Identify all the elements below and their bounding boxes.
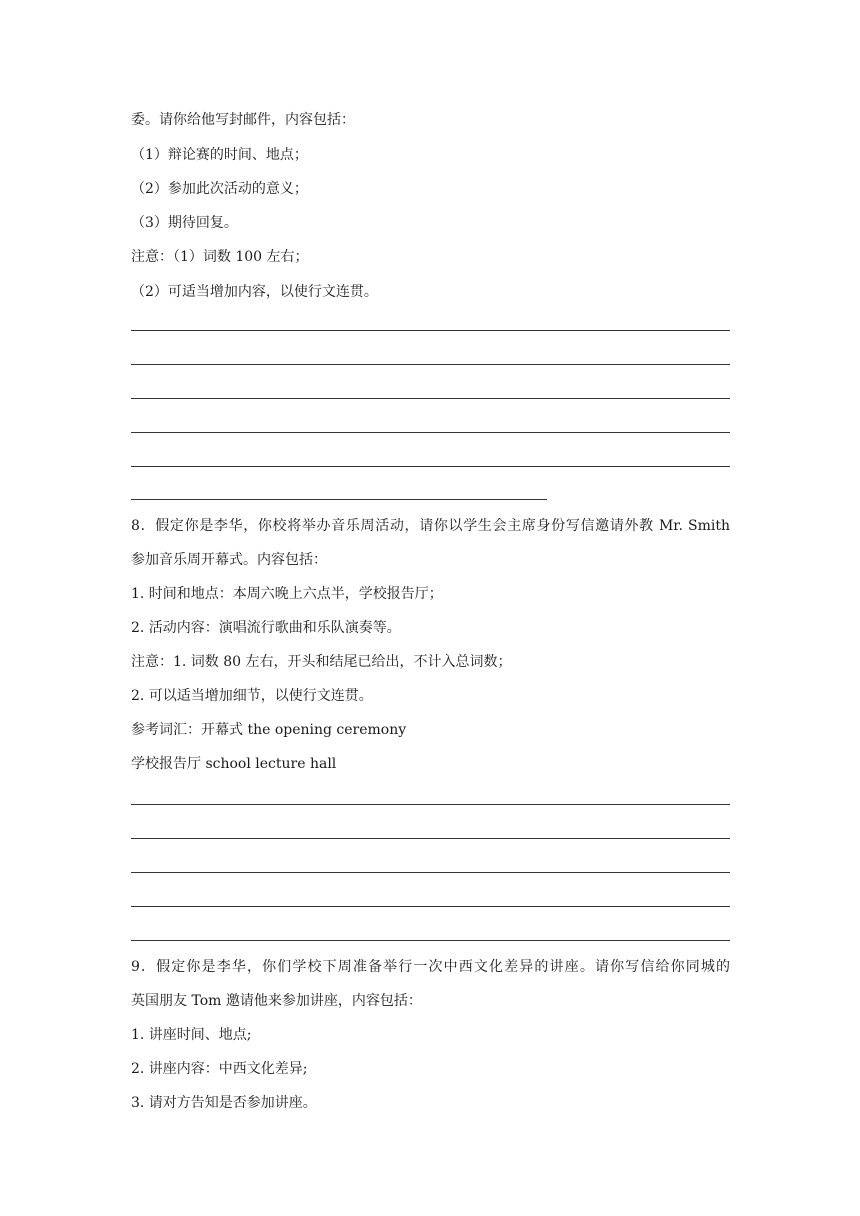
answer-line[interactable] xyxy=(131,330,730,331)
question-8-note-1: 注意：1. 词数 80 左右，开头和结尾已给出，不计入总词数； xyxy=(131,654,512,670)
question-9-prompt-cont: 英国朋友 Tom 邀请他来参加讲座，内容包括： xyxy=(131,993,422,1009)
question-9-prompt: 9．假定你是李华，你们学校下周准备举行一次中西文化差异的讲座。请你写信给你同城的 xyxy=(131,959,730,975)
task-intro-line: 委。请你给他写封邮件，内容包括： xyxy=(131,112,355,128)
question-8-note-2: 2. 可以适当增加细节，以使行文连贯。 xyxy=(131,688,373,704)
answer-line[interactable] xyxy=(131,364,730,365)
requirement-item-1: （1）辩论赛的时间、地点； xyxy=(131,147,308,163)
answer-line[interactable] xyxy=(131,838,730,839)
requirement-item-3: （3）期待回复。 xyxy=(131,215,238,231)
question-9-item-2: 2. 讲座内容：中西文化差异; xyxy=(131,1061,308,1077)
question-8-item-2: 2. 活动内容：演唱流行歌曲和乐队演奏等。 xyxy=(131,620,401,636)
answer-line[interactable] xyxy=(131,872,730,873)
question-8-prompt-cont: 参加音乐周开幕式。内容包括： xyxy=(131,552,327,568)
question-9-item-3: 3. 请对方告知是否参加讲座。 xyxy=(131,1095,317,1111)
note-line-2: （2）可适当增加内容，以使行文连贯。 xyxy=(131,284,378,300)
question-8-vocab-2: 学校报告厅 school lecture hall xyxy=(131,756,337,772)
answer-line[interactable] xyxy=(131,804,730,805)
note-line-1: 注意：（1）词数 100 左右； xyxy=(131,249,309,265)
requirement-item-2: （2）参加此次活动的意义； xyxy=(131,181,308,197)
question-8-prompt: 8．假定你是李华，你校将举办音乐周活动，请你以学生会主席身份写信邀请外教 Mr. Smith xyxy=(131,518,730,534)
answer-line[interactable] xyxy=(131,466,730,467)
answer-line[interactable] xyxy=(131,398,730,399)
answer-line[interactable] xyxy=(131,940,730,941)
question-8-vocab-1: 参考词汇：开幕式 the opening ceremony xyxy=(131,722,407,738)
question-9-item-1: 1. 讲座时间、地点; xyxy=(131,1027,252,1043)
answer-line[interactable] xyxy=(131,906,730,907)
question-8-item-1: 1. 时间和地点：本周六晚上六点半，学校报告厅； xyxy=(131,586,443,602)
answer-line[interactable] xyxy=(131,432,730,433)
answer-line-short[interactable] xyxy=(131,499,547,500)
